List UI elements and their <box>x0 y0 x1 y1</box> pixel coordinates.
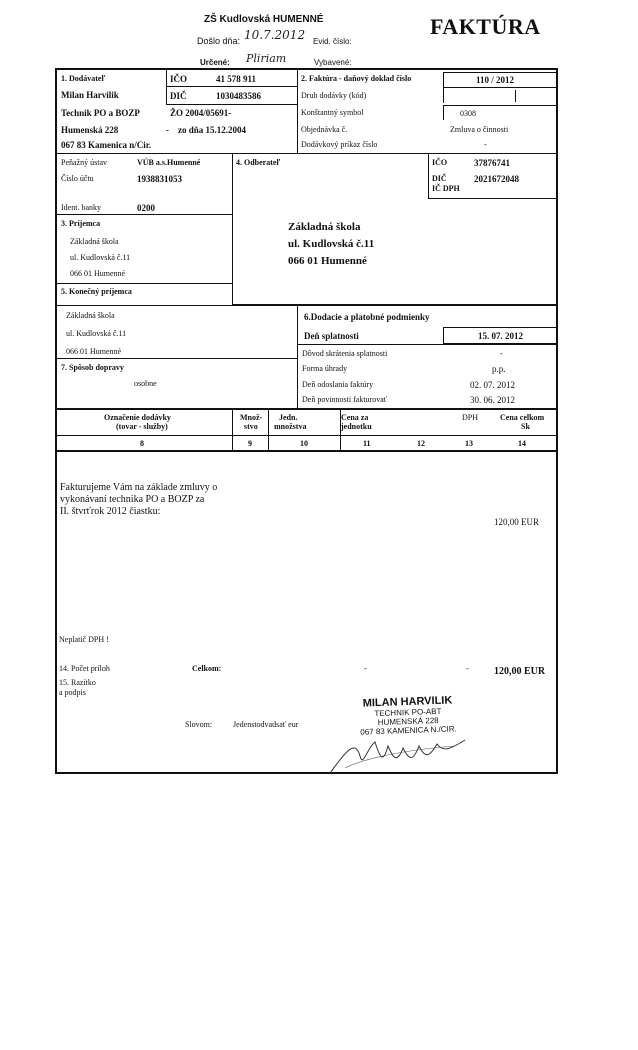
col-14-subheader: Sk <box>521 422 530 431</box>
col-11-number: 11 <box>363 439 371 448</box>
payment-value: p.p. <box>492 364 506 374</box>
final-recipient-city: 066 01 Humenné <box>66 347 122 356</box>
customer-ico-label: IČO <box>432 158 448 167</box>
recipient-section-label: 3. Príjemca <box>61 219 101 228</box>
reason-label: Dôvod skrátenia splatnosti <box>302 349 388 358</box>
urcene-value: Pliriam <box>246 52 287 65</box>
signature-icon <box>325 728 475 778</box>
stamp-line-2: TECHNIK PO-ABT <box>374 706 442 719</box>
supplier-street: Humenská 228 <box>61 125 119 135</box>
final-recipient-section-label: 5. Konečný príjemca <box>61 287 132 296</box>
tax-date-value: 30. 06. 2012 <box>470 395 515 405</box>
evid-label: Evid. číslo: <box>313 37 352 46</box>
supplier-zo-date: zo dňa 15.12.2004 <box>178 125 247 135</box>
col-10-number: 10 <box>300 439 308 448</box>
invoice-number: 110 / 2012 <box>476 75 515 85</box>
supplier-section-label: 1. Dodávateľ <box>61 74 106 83</box>
col-8-header: Označenie dodávky <box>104 413 171 422</box>
vat-note: Neplatič DPH ! <box>59 635 109 644</box>
bank-ident: 0200 <box>137 203 155 213</box>
payment-label: Forma úhrady <box>302 364 348 373</box>
objednavka-label: Objednávka č. <box>301 125 348 134</box>
body-line-3: II. štvrťrok 2012 čiastku: <box>60 506 161 517</box>
supplier-name: Milan Harvilik <box>61 90 119 100</box>
tax-date-label: Deň povinnosti fakturovať <box>302 395 388 404</box>
vybavene-label: Vybavené: <box>314 58 352 67</box>
due-value: 15. 07. 2012 <box>478 331 523 341</box>
words-value: Jedenstodvadsať eur <box>233 720 299 729</box>
prikaz-label: Dodávkový príkaz číslo <box>301 140 378 149</box>
terms-section-label: 6.Dodacie a platobné podmienky <box>304 312 430 322</box>
col-11-subheader: jednotku <box>341 422 372 431</box>
col-8-number: 8 <box>140 439 144 448</box>
supplier-ico-label: IČO <box>170 74 188 84</box>
school-stamp: ZŠ Kudlovská HUMENNÉ <box>204 14 324 25</box>
invoice-section-label: 2. Faktúra - daňový doklad číslo <box>301 74 412 83</box>
doslo-value: 10.7.2012 <box>244 28 306 42</box>
reason-value: - <box>500 349 503 358</box>
recipient-name: Základná škola <box>70 237 119 246</box>
customer-ico: 37876741 <box>474 158 510 168</box>
urcene-label: Určené: <box>200 58 230 67</box>
customer-name: Základná škola <box>288 221 361 233</box>
col-8-subheader: (tovar - služby) <box>116 422 168 431</box>
supplier-zo-dash: - <box>166 125 169 135</box>
bank-ustav-label: Peňažný ústav <box>61 158 107 167</box>
transport-section-label: 7. Spôsob dopravy <box>61 363 124 372</box>
col-9-number: 9 <box>248 439 252 448</box>
col-13-header: DPH <box>462 413 479 422</box>
supplier-dic-label: DIČ <box>170 91 187 101</box>
total-label: Celkom: <box>192 664 222 673</box>
supplier-city: 067 83 Kamenica n/Cir. <box>61 140 152 150</box>
words-label: Slovom: <box>185 720 213 729</box>
customer-city: 066 01 Humenné <box>288 255 367 267</box>
prikaz-value: - <box>484 140 487 149</box>
sent-label: Deň odoslania faktúry <box>302 380 374 389</box>
stamp-label-a: 15. Razítko <box>59 678 96 687</box>
supplier-profession: Technik PO a BOZP <box>61 108 140 118</box>
body-text <box>60 482 217 518</box>
recipient-street: ul. Kudlovská č.11 <box>70 253 131 262</box>
recipient-city: 066 01 Humenné <box>70 269 126 278</box>
objednavka-value: Zmluva o činnosti <box>450 125 509 134</box>
final-recipient-name: Základná škola <box>66 311 115 320</box>
doslo-label: Došlo dňa: <box>197 36 241 46</box>
stamp-line-4: 067 83 KAMENICA N./CIR. <box>360 724 457 737</box>
col-10-header: Jedn. <box>279 413 298 422</box>
druh-label: Druh dodávky (kód) <box>301 91 367 100</box>
bank-account-label: Číslo účtu <box>61 174 94 183</box>
col-14-header: Cena celkom <box>500 413 545 422</box>
stamp-label-b: a podpis <box>59 688 86 697</box>
body-line-2: vykonávaní technika PO a BOZP za <box>60 494 205 505</box>
col-13-number: 13 <box>465 439 473 448</box>
stamp-line-3: HUMENSKÁ 228 <box>377 715 439 728</box>
customer-dic-label: DIČ <box>432 174 447 183</box>
bank-ustav: VÚB a.s.Humenné <box>137 158 201 167</box>
body-amount: 120,00 EUR <box>494 517 539 527</box>
final-recipient-street: ul. Kudlovská č.11 <box>66 329 127 338</box>
body-line-1: Fakturujeme Vám na základe zmluvy o <box>60 482 218 493</box>
due-label: Deň splatnosti <box>304 331 359 341</box>
col-14-number: 14 <box>518 439 526 448</box>
bank-ident-label: Ident. banky <box>61 203 101 212</box>
invoice-title: FAKTÚRA <box>430 14 541 39</box>
col-12-number: 12 <box>417 439 425 448</box>
total-value: 120,00 EUR <box>494 666 546 677</box>
col-9-subheader: stvo <box>244 422 258 431</box>
customer-dic: 2021672048 <box>474 174 519 184</box>
col-10-subheader: množstva <box>274 422 307 431</box>
customer-street: ul. Kudlovská č.11 <box>288 238 375 250</box>
supplier-dic: 1030483586 <box>216 91 261 101</box>
supplier-ico: 41 578 911 <box>216 74 257 84</box>
supplier-zo: ŽO 2004/05691- <box>170 108 232 118</box>
konst-label: Konštantný symbol <box>301 108 364 117</box>
stamp-name: MILAN HARVILIK <box>362 694 453 710</box>
col-9-header: Množ- <box>240 413 263 422</box>
customer-icdph-label: IČ DPH <box>432 184 460 193</box>
total-dash-1: - <box>364 664 367 673</box>
sent-value: 02. 07. 2012 <box>470 380 515 390</box>
attachments-label: 14. Počet príloh <box>59 664 110 673</box>
customer-section-label: 4. Odberateľ <box>236 158 281 167</box>
transport-value: osobne <box>134 379 157 388</box>
col-11-header: Cena za <box>341 413 369 422</box>
konst-value: 0308 <box>460 109 476 118</box>
total-dash-2: - <box>466 664 469 673</box>
bank-account: 1938831053 <box>137 174 182 184</box>
